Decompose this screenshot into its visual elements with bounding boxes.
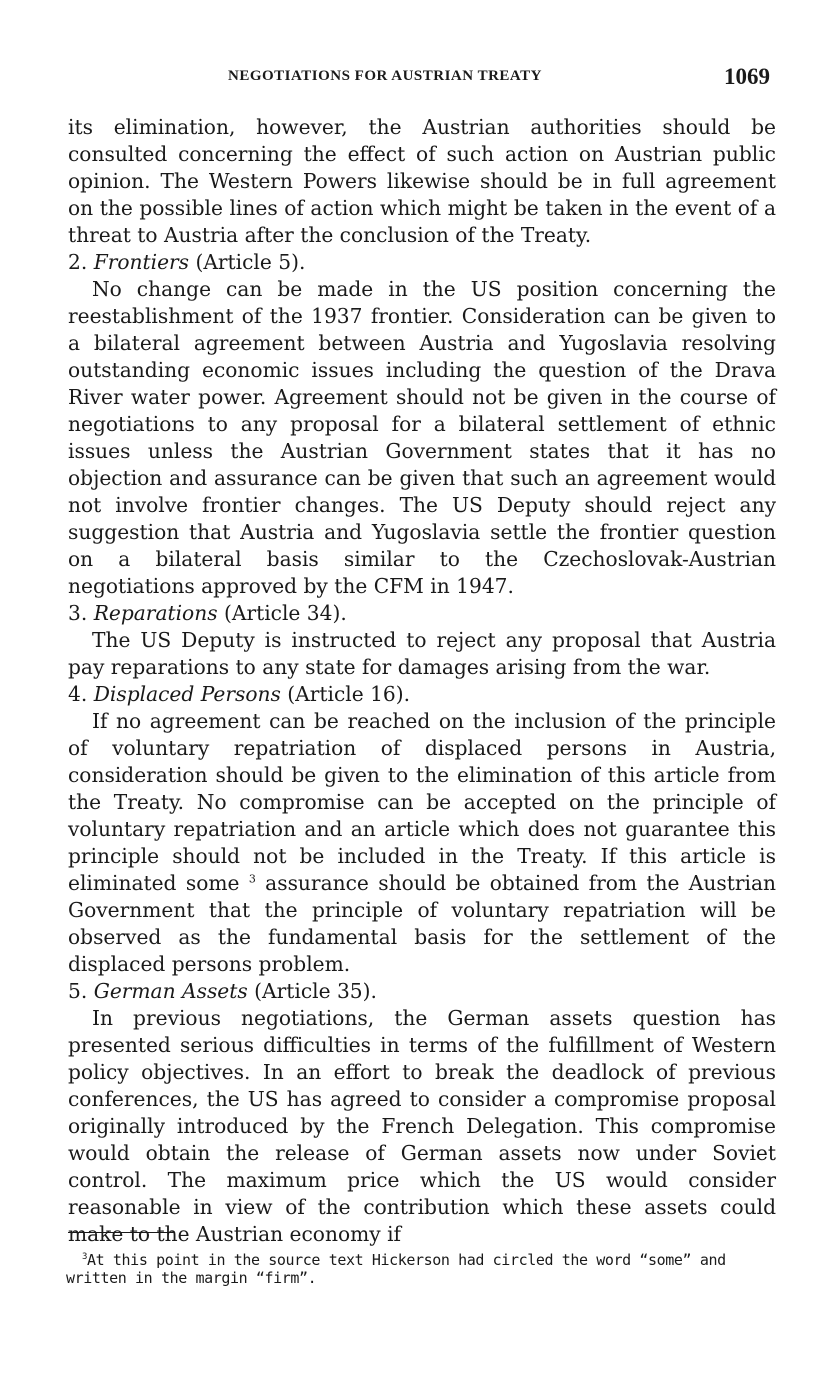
section-article: (Article 5). [195,250,306,274]
section-heading-german-assets [68,978,776,1005]
intro-paragraph: its elimination, however, the Austrian authorities should be consulted concerning the effect of such action on Austrian public opinion. The Western Powers likewise should be in full agreement on the possible lines of action which might be taken in the event of a threat to Austria after the conclusion of the Treaty. [68,115,776,247]
section-article: (Article 34). [224,601,347,625]
section-article: (Article 35). [254,979,377,1003]
section-number: 5. [68,979,88,1003]
section-paragraph-frontiers: No change can be made in the US position concerning the reestablishment of the 1937 frontier. Consideration can be given to a bilateral agreement between Austria and Yugoslavia resolving outstanding economic issues including the question of the Drava River water power. Agreement should not be given in the course of negotiations to any proposal for a bilateral settlement of ethnic issues unless the Austrian Government states that it has no objection and assurance can be given that such an agreement would not involve frontier changes. The US Deputy should reject any suggestion that Austria and Yugoslavia settle the frontier question on a bilateral basis similar to the Czechoslovak-Austrian negotiations approved by the CFM in 1947. [68,277,776,598]
section-title: Displaced Persons [93,682,281,706]
section-article: (Article 16). [287,682,411,706]
section-number: 2. [68,250,88,274]
paragraph-text: If no agreement can be reached on the inclusion of the principle of voluntary repatriation of displaced persons in Austria, consideration should be given to the elimination of this article from the Treaty. No compromise can be accepted on the principle of voluntary repatriation and an article which does not guarantee this principle should not be included in the Treaty. If this article is eliminated some [68,709,776,895]
section-number: 4. [68,682,88,706]
section-paragraph-displaced-persons [68,708,776,978]
section-title: Reparations [93,601,218,625]
footnote-reference[interactable]: 3 [248,872,256,886]
footnote [66,1251,770,1287]
section-heading-displaced-persons [68,681,776,708]
footnote-divider [68,1232,174,1233]
section-heading-reparations [68,600,776,627]
footnote-mark: 3 [82,1252,88,1262]
section-number: 3. [68,601,88,625]
section-paragraph-german-assets: In previous negotiations, the German assets question has presented serious difficulties in terms of the fulfillment of Western policy objectives. In an effort to break the deadlock of previous conferences, the US has agreed to consider a compromise proposal originally introduced by the French Delegation. This compromise would obtain the release of German assets now under Soviet control. The maximum price which the US would consider reasonable in view of the contribution which these assets could make to the Austrian economy if [68,1006,776,1246]
section-paragraph-reparations: The US Deputy is instructed to reject any proposal that Austria pay reparations to any state for damages arising from the war. [68,628,776,679]
paragraph-text: assurance should be obtained from the Austrian Government that the principle of voluntary repatriation will be observed as the fundamental basis for the settlement of the displaced persons problem. [68,871,777,976]
section-heading-frontiers [68,249,776,276]
running-title: NEGOTIATIONS FOR AUSTRIAN TREATY [228,68,542,84]
section-title: Frontiers [93,250,190,274]
body-text [68,114,776,1248]
footnote-text: At this point in the source text Hickerson had circled the word “some” and written in the margin “firm”. [66,1251,726,1287]
section-title: German Assets [93,979,248,1003]
page-number: 1069 [724,64,770,89]
